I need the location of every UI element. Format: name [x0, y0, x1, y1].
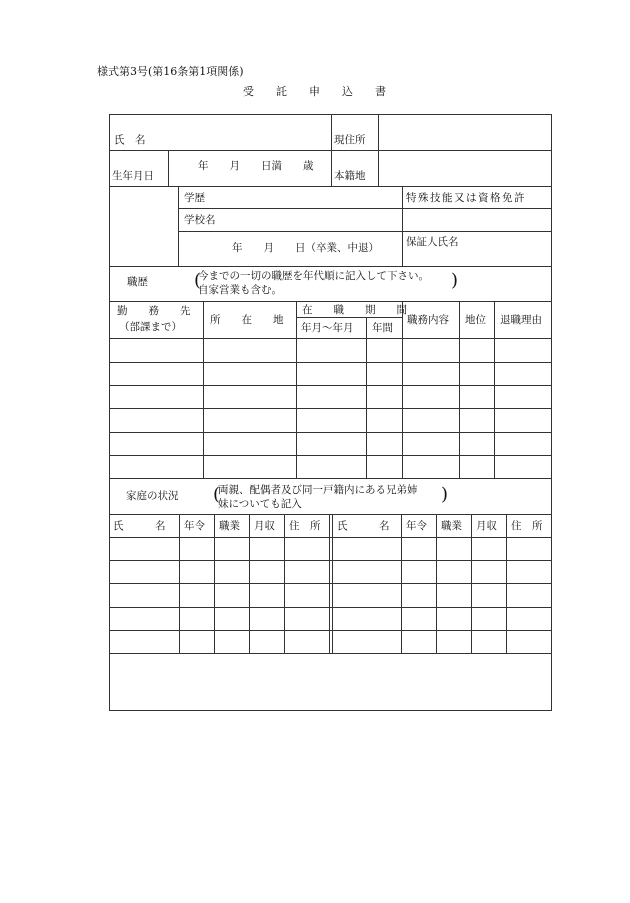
line [459, 301, 460, 478]
position-header: 地位 [465, 314, 486, 326]
line [109, 537, 552, 538]
career-note-line2: 自家営業も含む。 [198, 284, 282, 296]
birth-date-label: 生年月日 [112, 170, 154, 182]
name-label: 氏 名 [114, 134, 146, 146]
line [178, 186, 179, 266]
family-label: 家庭の状況 [126, 490, 179, 502]
line [109, 186, 552, 187]
line [401, 514, 402, 653]
line [436, 514, 437, 653]
line [296, 301, 297, 478]
graduation-format: 年 月 日（卒業、中退） [232, 242, 379, 254]
form-title: 受 託 申 込 書 [243, 85, 386, 98]
career-note-line1: 今までの一切の職歴を年代順に記入して下さい。 [198, 270, 429, 282]
line [296, 317, 402, 318]
line [109, 478, 552, 479]
line [109, 408, 552, 409]
resignation-reason-header: 退職理由 [500, 314, 542, 326]
school-name-label: 学校名 [184, 214, 216, 226]
line [506, 514, 507, 653]
family-age-header: 年令 [184, 520, 205, 532]
birth-date-format: 年 月 日満 歳 [198, 160, 314, 172]
domicile-label: 本籍地 [334, 170, 366, 182]
family-address-header: 住 所 [289, 520, 321, 532]
current-address-label: 現住所 [334, 134, 366, 146]
line [109, 301, 552, 302]
family-income-header: 月収 [476, 520, 497, 532]
family-note-line1: 両親、配偶者及び同一戸籍内にある兄弟姉 [218, 484, 418, 496]
period-range-header: 年月〜年月 [301, 322, 354, 334]
line [471, 514, 472, 653]
line [109, 432, 552, 433]
bracket-left: ( [213, 484, 221, 505]
bracket-right: ) [441, 484, 449, 505]
bracket-left: ( [194, 270, 202, 291]
line [109, 266, 552, 267]
line [109, 630, 552, 631]
line [332, 514, 333, 653]
line [402, 301, 403, 478]
family-name-header: 氏 名 [337, 520, 390, 532]
education-label: 学歴 [184, 192, 205, 204]
line [109, 455, 552, 456]
family-age-header: 年令 [406, 520, 427, 532]
guarantor-name-label: 保証人氏名 [406, 236, 459, 248]
line [109, 362, 552, 363]
family-occupation-header: 職業 [441, 520, 462, 532]
family-income-header: 月収 [254, 520, 275, 532]
line [109, 653, 552, 654]
line [249, 514, 250, 653]
duties-header: 職務内容 [407, 314, 449, 326]
line [214, 514, 215, 653]
career-label: 職歴 [127, 276, 148, 288]
line [109, 583, 552, 584]
line [378, 114, 379, 186]
line [494, 301, 495, 478]
line [179, 514, 180, 653]
line [168, 150, 169, 186]
line [109, 560, 552, 561]
line [203, 301, 204, 478]
location-header: 所 在 地 [210, 314, 284, 326]
line [178, 208, 552, 209]
line [284, 514, 285, 653]
line [331, 114, 332, 186]
employer-subheader: （部課まで） [119, 321, 182, 333]
family-name-header: 氏 名 [113, 520, 166, 532]
line [109, 607, 552, 608]
license-label: 特殊技能又は資格免許 [406, 192, 526, 204]
line [329, 514, 330, 653]
line [109, 338, 552, 339]
line [402, 186, 403, 266]
period-header: 在 職 期 間 [302, 304, 407, 316]
family-address-header: 住 所 [511, 520, 543, 532]
line [109, 514, 552, 515]
line [178, 231, 402, 232]
line [402, 231, 552, 232]
line [366, 317, 367, 478]
period-years-header: 年間 [372, 322, 393, 334]
form-number: 様式第3号(第16条第1項関係) [97, 65, 244, 78]
bracket-right: ) [451, 270, 459, 291]
family-note-line2: 妹についても記入 [218, 498, 302, 510]
family-occupation-header: 職業 [219, 520, 240, 532]
employer-header: 勤 務 先 [117, 305, 191, 317]
line [109, 385, 552, 386]
